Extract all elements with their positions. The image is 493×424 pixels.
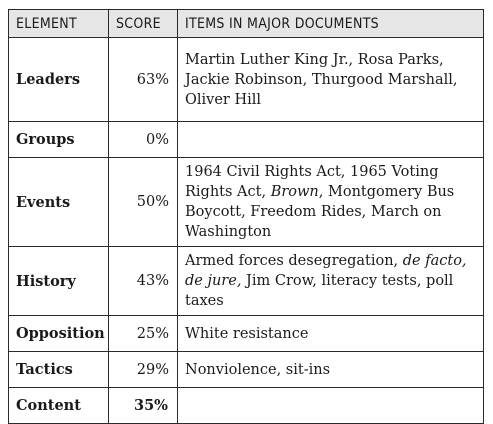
row-items [178,122,484,158]
row-items [178,316,484,352]
item-text: White resistance [185,325,309,342]
row-items [178,352,484,388]
row-element: Opposition [9,316,109,352]
item-text: Armed forces desegregation, [185,253,403,269]
header-element: ELEMENT [9,10,109,38]
table-row [9,122,484,158]
table-row [9,316,484,352]
table-row [9,352,484,388]
table-row [9,38,484,122]
table-row [9,247,484,316]
row-score: 50% [109,158,178,247]
total-row [9,388,484,424]
total-score: 35% [109,388,178,424]
item-text: Jim Crow, literacy tests, poll taxes [185,273,454,309]
row-element: Leaders [9,38,109,122]
item-text: Nonviolence, sit-ins [185,361,331,378]
total-items-empty [178,388,484,424]
row-element: Tactics [9,352,109,388]
header-score: SCORE [109,10,178,38]
row-items [178,158,484,247]
total-element: Content [9,388,109,424]
row-score: 29% [109,352,178,388]
row-element: Events [9,158,109,247]
row-items [178,247,484,316]
row-element: History [9,247,109,316]
header-row [9,10,484,38]
header-items: ITEMS IN MAJOR DOCUMENTS [178,10,484,38]
item-text: , Montgomery Bus Boycott, Freedom Rides, March on Washington [185,184,455,240]
table-body [9,38,484,424]
item-text-italic: de facto, de jure, [185,253,467,289]
item-text: Martin Luther King Jr., Rosa Parks, Jackie Robinson, Thurgood Marshall, Oliver Hill [185,51,458,108]
row-score: 25% [109,316,178,352]
table-row [9,158,484,247]
document-table [8,9,484,424]
row-score: 0% [109,122,178,158]
item-text-italic: Brown [270,184,319,200]
row-element: Groups [9,122,109,158]
item-text: 1964 Civil Rights Act, 1965 Voting Rights Act, [185,164,439,200]
row-score: 63% [109,38,178,122]
row-score: 43% [109,247,178,316]
row-items [178,38,484,122]
